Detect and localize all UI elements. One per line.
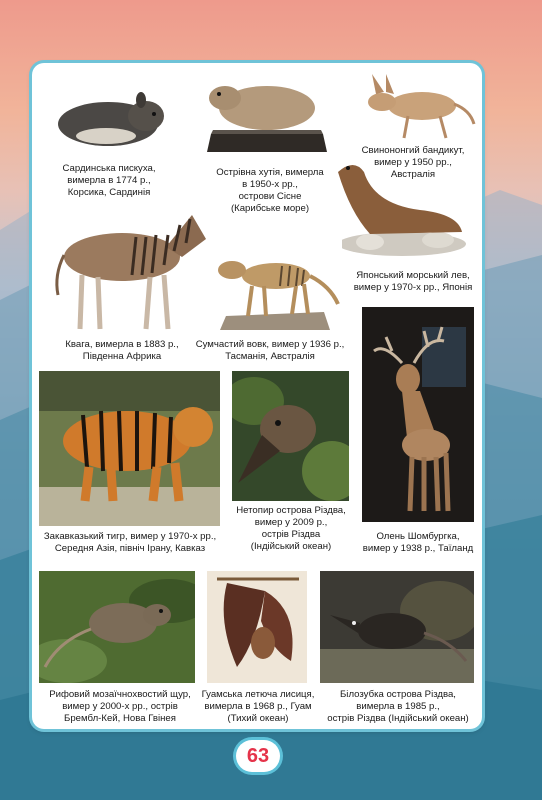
caption-quagga: Квага, вимерла в 1883 р., Південна Африка: [65, 339, 179, 362]
guam-flying-fox-image: [207, 571, 307, 683]
transcaucasian-tiger-image: [39, 371, 220, 526]
caption-christmas-island-pipistrelle: Нетопир острова Різдва, вимер у 2009 р., острів Різдва (Індійський океан): [236, 505, 346, 552]
pig-footed-bandicoot-image: [352, 72, 476, 142]
quagga-image: [46, 195, 210, 335]
caption-island-hutia: Острівна хутія, вимерла в 1950-х рр., острови Сісне (Карибське море): [216, 167, 324, 214]
caption-transcaucasian-tiger: Закавказький тигр, вимер у 1970-х рр., Середня Азія, північ Ірану, Кавказ: [43, 531, 217, 554]
reef-mosaic-tailed-rat-image: [39, 571, 195, 683]
caption-reef-mosaic-tailed-rat: Рифовий мозаїчнохвостий щур, вимер у 2000-х рр., острів Брембл-Кей, Нова Гвінея: [49, 689, 191, 724]
caption-thylacine: Сумчастий вовк, вимер у 1936 р., Тасманія, Австралія: [195, 339, 345, 362]
caption-guam-flying-fox: Гуамська летюча лисиця, вимерла в 1968 р., Гуам (Тихий океан): [201, 689, 315, 724]
caption-sardinian-pika: Сардинська пискуха, вимерла в 1774 р., Корсика, Сардинія: [62, 163, 156, 198]
christmas-island-pipistrelle-image: [232, 371, 349, 501]
island-hutia-image: [203, 72, 331, 160]
sardinian-pika-image: [46, 74, 172, 156]
schomburgk-deer-image: [362, 307, 474, 522]
caption-christmas-island-shrew: Білозубка острова Різдва, вимерла в 1985 р., острів Різдва (Індійський океан): [327, 689, 469, 724]
thylacine-image: [212, 240, 342, 334]
caption-pig-footed-bandicoot: Свинононгий бандикут, вимер у 1950 рр., Австралія: [361, 145, 465, 180]
caption-japanese-sea-lion: Японський морський лев, вимер у 1970-х рр., Японія: [353, 270, 473, 293]
caption-schomburgk-deer: Олень Шомбургка, вимер у 1938 р., Таїланд: [362, 531, 474, 554]
christmas-island-shrew-image: [320, 571, 474, 683]
page-number: 63: [236, 740, 280, 772]
